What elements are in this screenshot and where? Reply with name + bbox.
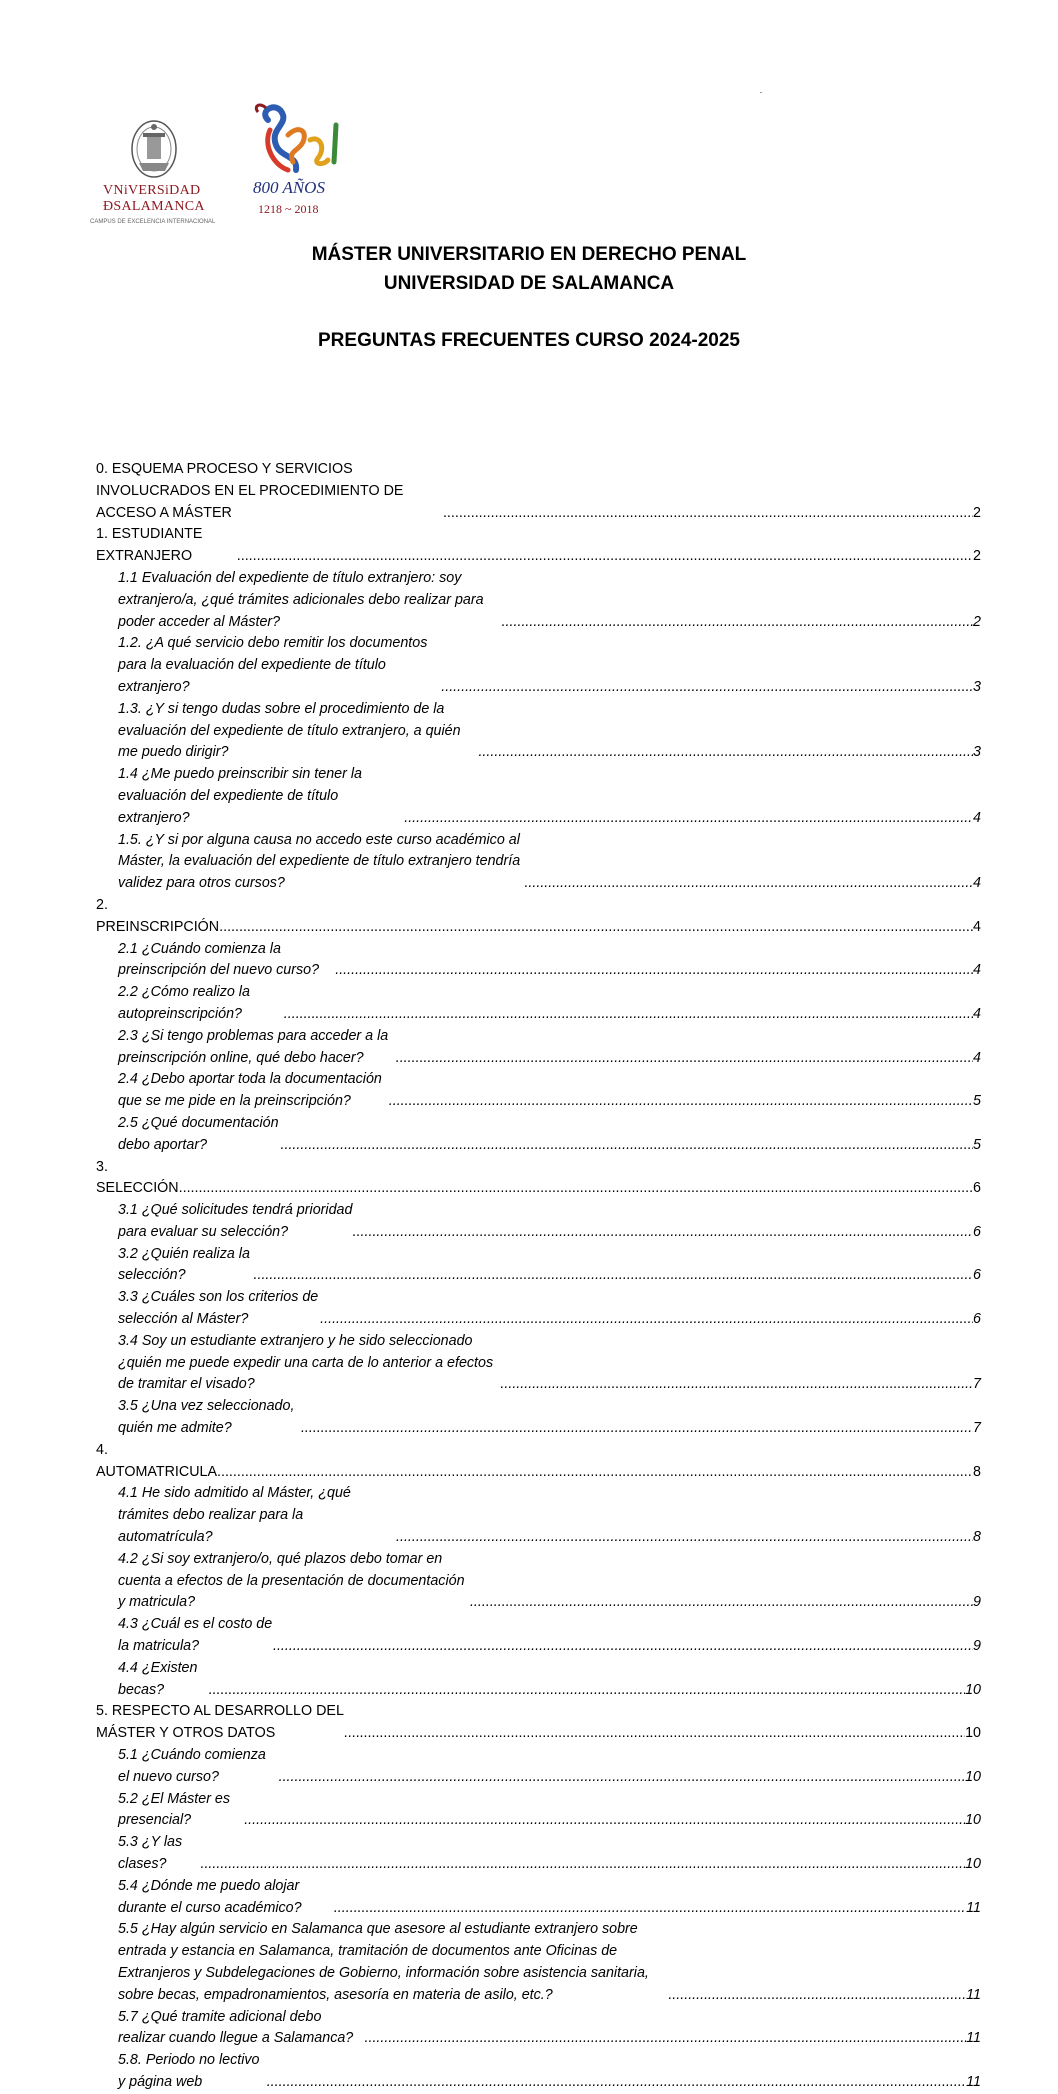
toc-entry-text: 5.1 ¿Cuándo comienza el nuevo curso?: [118, 1747, 266, 1785]
toc-entry-text: 2.5 ¿Qué documentación debo aportar?: [118, 1114, 279, 1153]
toc-entry[interactable]: [96, 2050, 981, 2094]
toc-entry-text: 1.5. ¿Y si por alguna causa no accedo este curso académico al Máster, la evaluación del expediente de título extranjero tendría validez para otros cursos?: [118, 831, 521, 892]
toc-entry[interactable]: [96, 1876, 981, 1920]
toc-entry[interactable]: [96, 524, 981, 568]
toc-page-number: 4: [973, 1049, 981, 1066]
header-logos: [88, 100, 358, 225]
toc-entry[interactable]: [96, 1745, 981, 1789]
toc-page-number: 10: [965, 1812, 981, 1829]
toc-page-number: 10: [965, 1681, 981, 1698]
toc-leader-dots: [441, 677, 973, 699]
toc-entry-text: 2.3 ¿Si tengo problemas para acceder a la preinscripción online, qué debo hacer?: [118, 1027, 389, 1066]
toc-entry-text: 4.1 He sido admitido al Máster, ¿qué trámites debo realizar para la automatrícula?: [118, 1485, 351, 1546]
toc-entry-text: 3.3 ¿Cuáles son los criterios de selección al Máster?: [118, 1289, 319, 1328]
toc-page-number: 4: [973, 1005, 981, 1022]
toc-leader-dots: [254, 1265, 974, 1287]
toc-entry[interactable]: [96, 699, 981, 764]
toc-leader-dots: [209, 1680, 965, 1702]
toc-entry-text: 5.5 ¿Hay algún servicio en Salamanca que asesore al estudiante extranjero sobre entrada y estancia en Salamanca, tramitación de documentos ante Oficinas de Extranjeros y Subdelegaciones de Gobierno, información sobre asistencia sanitaria, sobre becas, empadronamientos, asesoría en materia de asilo, etc.?: [118, 1921, 649, 2003]
toc-entry-text: 1.4 ¿Me puedo preinscribir sin tener la evaluación del expediente de título extranjero?: [118, 766, 362, 826]
toc-leader-dots: [470, 1592, 973, 1614]
toc-entry-text: 1.1 Evaluación del expediente de título extranjero: soy extranjero/a, ¿qué trámites adicionales debo realizar para poder acceder al Máster?: [118, 569, 484, 630]
toc-entry[interactable]: [96, 1614, 981, 1658]
toc-page-number: 6: [973, 1311, 981, 1328]
toc-page-number: 9: [973, 1594, 981, 1611]
toc-entry[interactable]: [96, 1287, 981, 1331]
toc-entry[interactable]: [96, 2007, 981, 2051]
page-title-line2: UNIVERSIDAD DE SALAMANCA: [383, 273, 675, 294]
toc-leader-dots: [244, 1810, 965, 1832]
campus-tagline: CAMPUS DE EXCELENCIA INTERNACIONAL: [90, 219, 216, 225]
page-title-line1: MÁSTER UNIVERSITARIO EN DERECHO PENAL: [311, 244, 747, 265]
toc-entry[interactable]: [96, 1244, 981, 1288]
toc-entry[interactable]: [96, 1549, 981, 1614]
toc-entry-text: 4.3 ¿Cuál es el costo de la matricula?: [118, 1616, 273, 1655]
toc-leader-dots: [396, 1048, 973, 1070]
toc-leader-dots: [301, 1418, 973, 1440]
toc-entry-text: 1.3. ¿Y si tengo dudas sobre el procedimiento de la evaluación del expediente de título extranjero, a quién me puedo dirigir?: [118, 700, 461, 761]
toc-page-number: 7: [973, 1376, 981, 1393]
toc-leader-dots: [404, 808, 973, 830]
toc-page-number: 4: [973, 875, 981, 892]
toc-entry-text: 3.4 Soy un estudiante extranjero y he sido seleccionado ¿quién me puede expedir una carta de lo anterior a efectos de tramitar el visado?: [118, 1332, 494, 1393]
toc-entry-text: 5.3 ¿Y las clases?: [118, 1834, 183, 1872]
toc-entry-text: 1.2. ¿A qué servicio debo remitir los documentos para la evaluación del expediente de título extranjero?: [118, 635, 428, 695]
toc-page-number: 10: [965, 1768, 981, 1785]
university-name-line2: ÐSALAMANCA: [103, 199, 205, 214]
table-of-contents: [96, 459, 981, 2094]
toc-page-number: 4: [973, 962, 981, 979]
toc-entry-text: 3.1 ¿Qué solicitudes tendrá prioridad para evaluar su selección?: [118, 1202, 353, 1240]
toc-page-number: 7: [973, 1420, 981, 1437]
toc-leader-dots: [267, 2072, 966, 2094]
stray-mark: [760, 92, 762, 93]
toc-page-number: 6: [973, 1180, 981, 1197]
toc-entry[interactable]: [96, 633, 981, 698]
toc-leader-dots: [396, 1527, 973, 1549]
toc-entry[interactable]: [96, 1440, 981, 1484]
toc-leader-dots: [335, 960, 973, 982]
toc-entry[interactable]: [96, 1789, 981, 1833]
toc-page-number: 11: [966, 1986, 981, 2003]
toc-page-number: 10: [965, 1856, 981, 1872]
toc-page-number: 5: [973, 1136, 981, 1153]
toc-leader-dots: [200, 1854, 965, 1876]
toc-entry[interactable]: [96, 1200, 981, 1244]
toc-entry[interactable]: [96, 568, 981, 633]
toc-entry[interactable]: [96, 1026, 981, 1070]
toc-entry-text: 4. AUTOMATRICULA: [96, 1441, 218, 1480]
toc-entry[interactable]: [96, 1157, 981, 1201]
toc-entry-text: 3.2 ¿Quién realiza la selección?: [118, 1245, 250, 1284]
toc-leader-dots: [219, 917, 973, 939]
toc-leader-dots: [500, 1374, 973, 1396]
toc-leader-dots: [524, 873, 973, 895]
toc-entry-text: 4.2 ¿Si soy extranjero/o, qué plazos debo tomar en cuenta a efectos de la presentación de documentación y matricula?: [118, 1550, 465, 1611]
toc-entry-text: 1. ESTUDIANTE EXTRANJERO: [96, 526, 203, 565]
toc-page-number: 9: [973, 1638, 981, 1655]
toc-page-number: 2: [973, 613, 981, 630]
toc-entry[interactable]: [96, 764, 981, 829]
toc-entry-text: 2.1 ¿Cuándo comienza la preinscripción del nuevo curso?: [118, 940, 320, 979]
toc-page-number: 6: [973, 1223, 981, 1240]
toc-entry[interactable]: [96, 1331, 981, 1396]
university-name-line1: VNiVERSiDAD: [103, 183, 201, 198]
toc-leader-dots: [502, 612, 973, 634]
toc-leader-dots: [478, 742, 973, 764]
toc-entry[interactable]: [96, 1701, 981, 1745]
toc-entry-text: 3.5 ¿Una vez seleccionado, quién me admite?: [118, 1398, 295, 1437]
toc-page-number: 8: [973, 1463, 981, 1480]
toc-entry[interactable]: [96, 1113, 981, 1157]
toc-page-number: 2: [973, 548, 981, 565]
toc-leader-dots: [273, 1636, 973, 1658]
toc-leader-dots: [217, 1462, 973, 1484]
toc-page-number: 3: [973, 678, 981, 695]
toc-leader-dots: [284, 1004, 973, 1026]
toc-entry-text: 2. PREINSCRIPCIÓN: [96, 896, 220, 935]
toc-entry[interactable]: [96, 1919, 981, 2006]
toc-page-number: 10: [965, 1725, 981, 1742]
toc-leader-dots: [279, 1767, 966, 1789]
toc-leader-dots: [344, 1723, 965, 1745]
toc-entry-text: 2.4 ¿Debo aportar toda la documentación que se me pide en la preinscripción?: [118, 1071, 382, 1110]
university-crest-icon: [125, 115, 183, 183]
toc-leader-dots: [179, 1178, 973, 1200]
toc-page-number: 4: [973, 918, 981, 935]
toc-entry-text: 3. SELECCIÓN: [96, 1158, 179, 1197]
toc-leader-dots: [365, 2028, 967, 2050]
toc-entry-text: 5.7 ¿Qué tramite adicional debo realizar cuando llegue a Salamanca?: [118, 2008, 354, 2047]
university-logo: [88, 115, 228, 225]
toc-leader-dots: [443, 503, 973, 525]
toc-entry[interactable]: [96, 1832, 981, 1876]
toc-entry[interactable]: [96, 830, 981, 895]
toc-leader-dots: [353, 1222, 973, 1244]
toc-entry-text: 4.4 ¿Existen becas?: [118, 1659, 198, 1698]
toc-page-number: 11: [966, 2030, 981, 2047]
toc-page-number: 6: [973, 1267, 981, 1284]
toc-entry[interactable]: [96, 939, 981, 983]
toc-entry[interactable]: [96, 459, 981, 524]
toc-page-number: 11: [966, 1899, 981, 1916]
toc-entry-text: 0. ESQUEMA PROCESO Y SERVICIOS INVOLUCRADOS EN EL PROCEDIMIENTO DE ACCESO A MÁSTER: [96, 461, 404, 521]
toc-page-number: 4: [973, 809, 981, 826]
toc-entry[interactable]: [96, 1658, 981, 1702]
toc-leader-dots: [334, 1898, 966, 1920]
toc-entry[interactable]: [96, 1396, 981, 1440]
anniversary-years: 1218 ~ 2018: [258, 202, 319, 216]
toc-entry[interactable]: [96, 1069, 981, 1113]
toc-entry-text: 5. RESPECTO AL DESARROLLO DEL MÁSTER Y OTROS DATOS: [96, 1703, 344, 1742]
page-subtitle: PREGUNTAS FRECUENTES CURSO 2024-2025: [318, 330, 740, 351]
toc-page-number: 5: [973, 1093, 981, 1110]
toc-entry[interactable]: [96, 895, 981, 939]
toc-entry-text: 5.8. Periodo no lectivo y página web: [118, 2052, 260, 2090]
toc-entry[interactable]: [96, 1483, 981, 1548]
toc-leader-dots: [281, 1135, 974, 1157]
toc-entry-text: 2.2 ¿Cómo realizo la autopreinscripción?: [118, 984, 250, 1022]
toc-leader-dots: [389, 1091, 973, 1113]
toc-entry[interactable]: [96, 982, 981, 1026]
toc-page-number: 2: [973, 504, 981, 521]
toc-leader-dots: [237, 546, 973, 568]
toc-entry-text: 5.4 ¿Dónde me puedo alojar durante el curso académico?: [118, 1877, 302, 1916]
document-titles: [0, 240, 1058, 355]
anniversary-label: 800 AÑOS: [253, 178, 325, 197]
toc-page-number: 3: [973, 744, 981, 761]
toc-leader-dots: [668, 1985, 966, 2007]
toc-entry-text: 5.2 ¿El Máster es presencial?: [118, 1790, 231, 1829]
toc-page-number: 8: [973, 1529, 981, 1546]
toc-page-number: 11: [966, 2073, 981, 2090]
toc-leader-dots: [320, 1309, 973, 1331]
